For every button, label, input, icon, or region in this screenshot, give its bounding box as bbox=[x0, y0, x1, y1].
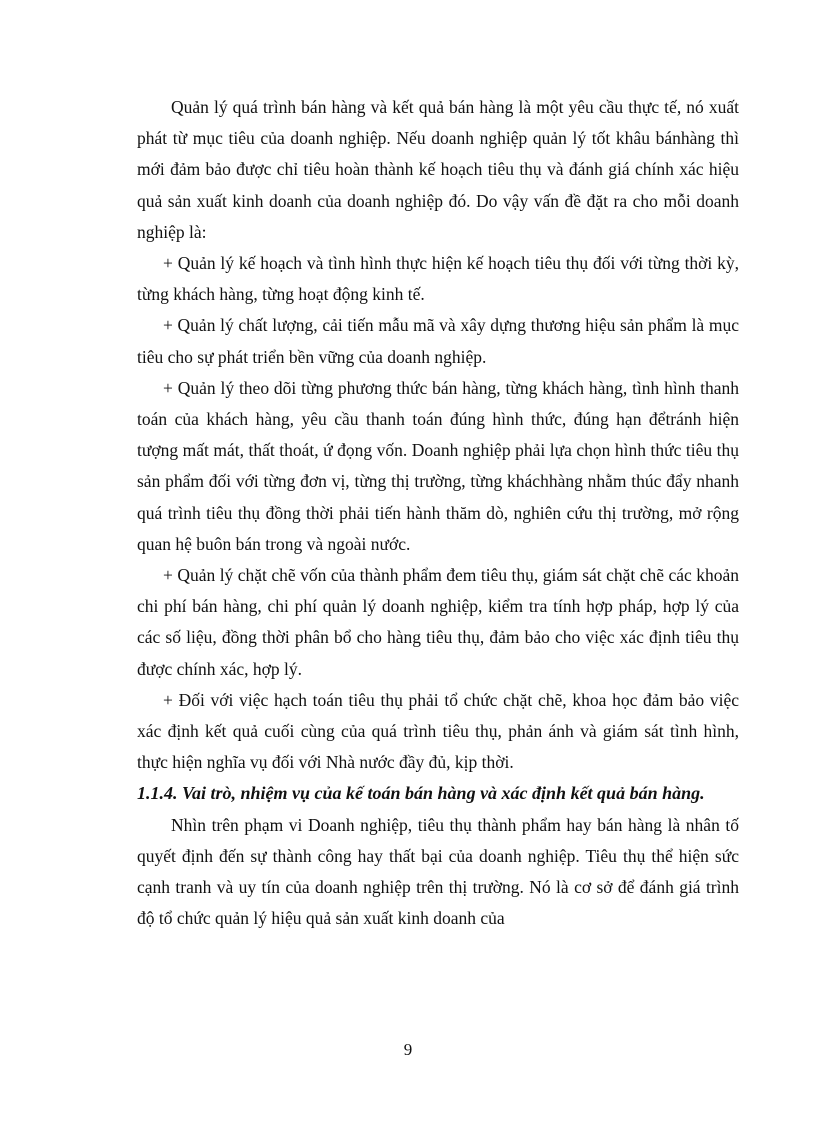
page-body bbox=[137, 92, 739, 934]
body-paragraph-intro: Quản lý quá trình bán hàng và kết quả bán hàng là một yêu cầu thực tế, nó xuất phát từ mục tiêu của doanh nghiệp. Nếu doanh nghiệp quản lý tốt khâu bánhàng thì mới đảm bảo được chỉ tiêu hoàn thành kế hoạch tiêu thụ và đánh giá chính xác hiệu quả sản xuất kinh doanh của doanh nghiệp đó. Do vậy vấn đề đặt ra cho mỗi doanh nghiệp là: bbox=[137, 97, 739, 242]
section-heading: 1.1.4. Vai trò, nhiệm vụ của kế toán bán hàng và xác định kết quả bán hàng. bbox=[137, 783, 705, 804]
bullet-paragraph-quality: + Quản lý chất lượng, cải tiến mẫu mã và xây dựng thương hiệu sản phẩm là mục tiêu cho sự phát triển bền vững của doanh nghiệp. bbox=[137, 315, 739, 367]
body-paragraph-closing: Nhìn trên phạm vi Doanh nghiệp, tiêu thụ thành phẩm hay bán hàng là nhân tố quyết định đến sự thành công hay thất bại của doanh nghiệp. Tiêu thụ thể hiện sức cạnh tranh và uy tín của doanh nghiệp trên thị trường. Nó là cơ sở để đánh giá trình độ tổ chức quản lý hiệu quả sản xuất kinh doanh của bbox=[137, 814, 739, 929]
bullet-paragraph-accounting: + Đối với việc hạch toán tiêu thụ phải tổ chức chặt chẽ, khoa học đảm bảo việc xác định kết quả cuối cùng của quá trình tiêu thụ, phản ánh và giám sát tình hình, thực hiện nghĩa vụ đối với Nhà nước đầy đủ, kịp thời. bbox=[137, 689, 739, 773]
bullet-paragraph-plan: + Quản lý kế hoạch và tình hình thực hiện kế hoạch tiêu thụ đối với từng thời kỳ, từng khách hàng, từng hoạt động kinh tế. bbox=[137, 253, 739, 305]
page-number: 9 bbox=[403, 1040, 413, 1059]
bullet-paragraph-capital: + Quản lý chặt chẽ vốn của thành phẩm đem tiêu thụ, giám sát chặt chẽ các khoản chi phí bán hàng, chi phí quản lý doanh nghiệp, kiểm tra tính hợp pháp, hợp lý của các số liệu, đồng thời phân bổ cho hàng tiêu thụ, đảm bảo cho việc xác định tiêu thụ được chính xác, hợp lý. bbox=[137, 565, 739, 679]
bullet-paragraph-payment: + Quản lý theo dõi từng phương thức bán hàng, từng khách hàng, tình hình thanh toán của khách hàng, yêu cầu thanh toán đúng hình thức, đúng hạn đểtránh hiện tượng mất mát, thất thoát, ứ đọng vốn. Doanh nghiệp phải lựa chọn hình thức tiêu thụ sản phẩm đối với từng đơn vị, từng thị trường, từng kháchhàng nhằm thúc đẩy nhanh quá trình tiêu thụ đồng thời phải tiến hành thăm dò, nghiên cứu thị trường, mở rộng quan hệ buôn bán trong và ngoài nước. bbox=[137, 377, 739, 554]
